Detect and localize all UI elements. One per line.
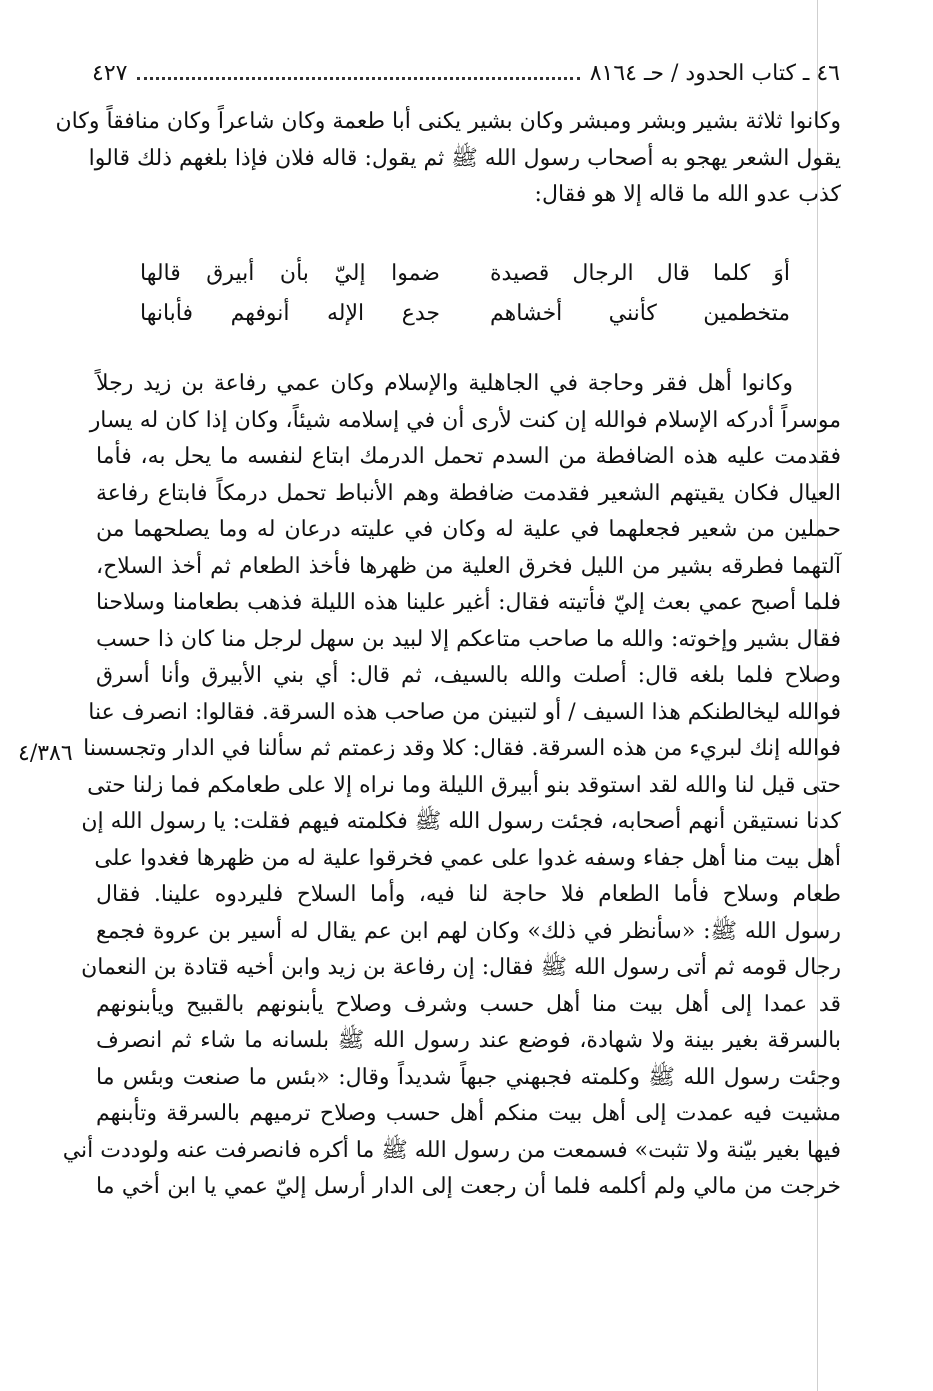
text-line: وكانوا ثلاثة بشير وبشر ومبشر وكان بشير يكنى أبا طعمة وكان شاعراً وكان منافقاً وكان: [55, 109, 841, 134]
text-line: فوالله إنك لبريء من هذه السرقة. فقال: كلا وقد زعمتم ثم سألنا في الدار وتجسسنا: [83, 736, 841, 761]
verse-second-hemistich: جدع الإله أنوفهم فأبانها: [140, 301, 440, 326]
text-line: حتى قيل لنا والله لقد استوقد بنو أبيرق الليلة وما نراه إلا على طعامكم فما زلنا حتى: [87, 772, 841, 798]
verse-first-hemistich: أوَ كلما قال الرجال قصيدة: [490, 261, 790, 286]
dotted-leader: [137, 77, 579, 80]
text-line: قد عمدا إلى أهل بيت منا أهل حسب وشرف وصلاح يأبنونهم بالقبيح ويأبنونهم: [96, 991, 841, 1017]
text-line: وجئت رسول الله ﷺ وكلمته فجبهني جبهاً شديداً وقال: «بئس ما صنعت وبئس ما: [96, 1064, 841, 1090]
verse-first-hemistich: متخطمين كأنني أخشاهم: [490, 301, 790, 326]
paragraph-2: [62, 366, 841, 1206]
text-line: آلتهما فطرقه بشير من الليل فخرق العلية من ظهرها فأخذ الطعام ثم أخذ السلاح،: [96, 553, 841, 579]
text-line: خرجت من مالي ولم أكلمه فلما أن رجعت إلى الدار أرسل إليّ عمي يا ابن أخي ما: [96, 1174, 841, 1199]
verse-line: [140, 294, 790, 334]
text-line: موسراً أدركه الإسلام فوالله إن كنت لأرى أن في إسلامه شيئاً، وكان إذا كان له يسار: [89, 407, 841, 433]
text-line: مشيت فيه عمدت إلى أهل بيت منكم أهل حسب وصلاح ترميهم بالسرقة وتأبنهم: [96, 1101, 841, 1126]
running-header: [92, 52, 840, 94]
text-line: كدنا نستيقن أنهم أصحابه، فجئت رسول الله ﷺ فكلمته فيهم فقلت: يا رسول الله إن: [81, 809, 841, 834]
verse-second-hemistich: ضموا إليّ بأن أبيرق قالها: [140, 261, 440, 286]
text-line: كذب عدو الله ما قاله إلا هو فقال:: [534, 182, 841, 207]
text-line: العيال فكان يقيتهم الشعير فقدمت ضافطة وهم الأنباط تحمل درمكاً فابتاع رفاعة: [96, 480, 841, 506]
text-line: رجال قومه ثم أتى رسول الله ﷺ فقال: إن رفاعة بن زيد وابن أخيه قتادة بن النعمان: [81, 955, 841, 980]
text-line: فلما أصبح عمي بعث إليّ فأتيته فقال: أغير علينا هذه الليلة فذهب بطعامنا وسلاحنا: [96, 590, 841, 615]
text-line: بالسرقة بغير بينة ولا شهادة، فوضع عند رسول الله ﷺ بلسانه ما شاء ثم انصرف: [96, 1028, 841, 1053]
margin-reference: ٤/٣٨٦: [18, 741, 73, 766]
text-line: طعام وسلاح فأما الطعام فلا حاجة لنا فيه، وأما السلاح فليردوه علينا. فقال: [96, 882, 841, 907]
text-line: فيها بغير بيّنة ولا تثبت» فسمعت من رسول الله ﷺ ما أكره فانصرفت عنه ولوددت أني: [62, 1137, 841, 1163]
running-title: ٤٦ ـ كتاب الحدود / حـ ٨١٦٤: [589, 60, 840, 86]
text-line: يقول الشعر يهجو به أصحاب رسول الله ﷺ ثم يقول: قاله فلان فإذا بلغهم ذلك قالوا: [88, 145, 841, 171]
text-line: أهل بيت منا أهل جفاء وسفه غدوا على عمي فخرقوا علية له من ظهرها فغدوا على: [94, 845, 841, 871]
poem-verses: [140, 254, 790, 334]
paragraph-1: [55, 104, 841, 214]
text-line: فقدمت عليه هذه الضافطة من السدم تحمل الدرمك ابتاع لنفسه ما يحل به، فأما: [96, 444, 841, 469]
text-line: حملين من شعير فجعلهما في علية له وكان في عليته درعان له وما يصلحهما من: [96, 517, 841, 542]
verse-line: [140, 254, 790, 294]
text-line: رسول الله ﷺ: «سأنظر في ذلك» وكان لهم ابن عم يقال له أسير بن عروة فجمع: [96, 918, 841, 944]
text-line: فقال بشير وإخوته: والله ما صاحب متاعكم إلا لبيد بن سهل لرجل منا كان ذا حسب: [96, 626, 841, 652]
page-number: ٤٢٧: [92, 60, 128, 86]
text-line: فوالله ليخالطنكم هذا السيف / أو لتبينن من صاحب هذه السرقة. فقالوا: انصرف عنا: [88, 699, 841, 725]
text-line: وصلاح فلما بلغه قال: أصلت والله بالسيف، ثم قال: أي بني الأبيرق وأنا أسرق: [96, 663, 841, 688]
text-line: وكانوا أهل فقر وحاجة في الجاهلية والإسلام وكان عمي رفاعة بن زيد رجلاً: [96, 371, 793, 396]
